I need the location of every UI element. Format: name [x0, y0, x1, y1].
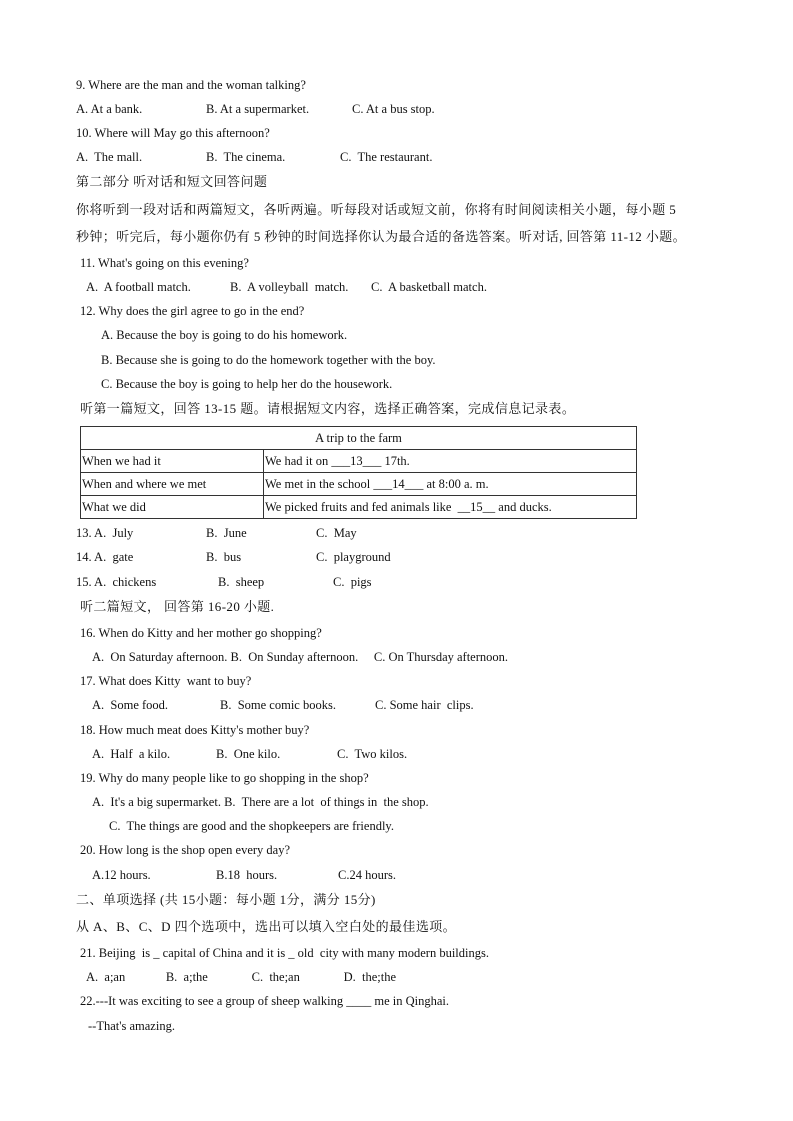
- text-line-q18a: A. Half a kilo.: [92, 747, 171, 761]
- text-line-q16opts: A. On Saturday afternoon. B. On Sunday afternoon. C. On Thursday afternoon.: [92, 650, 509, 664]
- text-line-pass1: 听第一篇短文，回答 13-15 题。请根据短文内容，选择正确答案，完成信息记录表。: [80, 401, 576, 416]
- text-line-q9b: B. At a supermarket.: [206, 102, 310, 116]
- text-line-q13b: B. June: [206, 526, 247, 540]
- text-line-q11: 11. What's going on this evening?: [80, 256, 249, 270]
- text-line-intro2: 秒钟；听完后，每小题你仍有 5 秒钟的时间选择你认为最合适的备选答案。听对话, 回答第 11-12 小题。: [76, 229, 687, 244]
- text-line-q19c: C. The things are good and the shopkeepers are friendly.: [109, 819, 394, 833]
- text-line-q19ab: A. It's a big supermarket. B. There are a lot of things in the shop.: [92, 795, 429, 809]
- text-line-q15c: C. pigs: [333, 575, 372, 589]
- text-line-q12c: C. Because the boy is going to help her do the housework.: [101, 377, 393, 391]
- text-line-q13c: C. May: [316, 526, 357, 540]
- text-line-q21opts: A. a;an B. a;the C. the;an D. the;the: [86, 970, 397, 984]
- text-line-q20: 20. How long is the shop open every day?: [80, 843, 291, 857]
- text-line-q18b: B. One kilo.: [216, 747, 281, 761]
- text-line-q17b: B. Some comic books.: [220, 698, 336, 712]
- text-line-intro1: 你将听到一段对话和两篇短文，各听两遍。听每段对话或短文前，你将有时间阅读相关小题，每小题 5: [76, 202, 677, 217]
- text-line-sec2: 二、单项选择 (共 15小题：每小题 1分，满分 15分): [76, 892, 376, 907]
- text-line-q9c: C. At a bus stop.: [352, 102, 435, 116]
- text-line-sec2i: 从 A、B、C、D 四个选项中，选出可以填入空白处的最佳选项。: [76, 919, 457, 934]
- table-row: [81, 450, 637, 473]
- text-line-q12a: A. Because the boy is going to do his homework.: [101, 328, 348, 342]
- text-line-q19: 19. Why do many people like to go shopping in the shop?: [80, 771, 369, 785]
- text-line-part2: 第二部分 听对话和短文回答问题: [76, 174, 268, 189]
- text-line-q14b: B. bus: [206, 550, 242, 564]
- table-row-label: When and where we met: [81, 473, 264, 496]
- table-row-value: We had it on ___13___ 17th.: [264, 450, 637, 473]
- text-line-q10a: A. The mall.: [76, 150, 143, 164]
- text-line-q18: 18. How much meat does Kitty's mother buy?: [80, 723, 310, 737]
- text-line-q15: 15. A. chickens: [76, 575, 157, 589]
- text-line-q17a: A. Some food.: [92, 698, 169, 712]
- text-line-q15b: B. sheep: [218, 575, 265, 589]
- text-line-q17: 17. What does Kitty want to buy?: [80, 674, 252, 688]
- text-line-pass2: 听二篇短文， 回答第 16-20 小题.: [80, 599, 275, 614]
- text-line-q11a: A. A football match.: [86, 280, 191, 294]
- text-line-q14: 14. A. gate: [76, 550, 134, 564]
- text-line-q10c: C. The restaurant.: [340, 150, 433, 164]
- text-line-q9: 9. Where are the man and the woman talking?: [76, 78, 306, 92]
- text-line-q22: 22.---It was exciting to see a group of sheep walking ____ me in Qinghai.: [80, 994, 450, 1008]
- text-line-q13: 13. A. July: [76, 526, 134, 540]
- text-line-q20c: C.24 hours.: [338, 868, 396, 882]
- text-line-q9a: A. At a bank.: [76, 102, 143, 116]
- text-line-q10b: B. The cinema.: [206, 150, 286, 164]
- text-line-q18c: C. Two kilos.: [337, 747, 408, 761]
- table-row: [81, 473, 637, 496]
- text-line-q11b: B. A volleyball match.: [230, 280, 349, 294]
- table-row-value: We met in the school ___14___ at 8:00 a. m.: [264, 473, 637, 496]
- text-line-q11c: C. A basketball match.: [371, 280, 487, 294]
- text-line-q17c: C. Some hair clips.: [375, 698, 474, 712]
- text-line-q22r: --That's amazing.: [88, 1019, 175, 1033]
- table-row: [81, 496, 637, 519]
- table-row-label: What we did: [81, 496, 264, 519]
- text-line-q21: 21. Beijing is _ capital of China and it is _ old city with many modern buildings.: [80, 946, 489, 960]
- text-line-q12b: B. Because she is going to do the homework together with the boy.: [101, 353, 436, 367]
- table-row-label: When we had it: [81, 450, 264, 473]
- farm-trip-table: [80, 426, 637, 519]
- text-line-q14c: C. playground: [316, 550, 391, 564]
- table-row-value: We picked fruits and fed animals like __15__ and ducks.: [264, 496, 637, 519]
- table-title: A trip to the farm: [81, 427, 637, 450]
- text-line-q10: 10. Where will May go this afternoon?: [76, 126, 270, 140]
- text-line-q12: 12. Why does the girl agree to go in the end?: [80, 304, 305, 318]
- text-line-q20a: A.12 hours.: [92, 868, 151, 882]
- text-line-q16: 16. When do Kitty and her mother go shopping?: [80, 626, 322, 640]
- text-line-q20b: B.18 hours.: [216, 868, 278, 882]
